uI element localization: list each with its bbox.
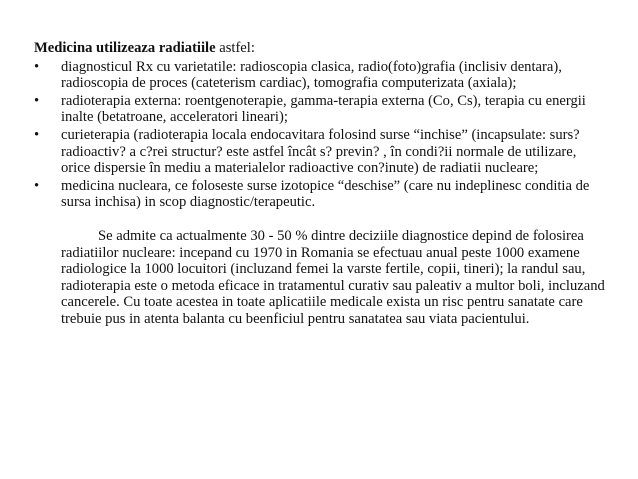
body-paragraph: Se admite ca actualmente 30 - 50 % dintre deciziile diagnostice depind de folosirea radiatiilor nucleare: incepand cu 1970 in Romania se efectuau anual peste 1000 examene radiologice la 1000 locuitori (incluzand femei la varste fertile, copii, tineri); la randul sau, radioterapia este o metoda eficace in tratamentul curativ sau paleativ a multor boli, incluzand cancerele. Cu toate acestea in toate aplicatiile medicale exista un risc pentru sanatate care trebuie pus in atenta balanta cu beenficiul pentru sanatatea sau viata pacientului. — [61, 227, 605, 327]
list-item — [34, 127, 608, 177]
bullet-list — [34, 59, 608, 211]
bullet-icon: • — [34, 58, 40, 75]
list-item-text: curieterapia (radioterapia locala endocavitara folosind surse “inchise” (incapsulate: surs? radioactiv? a c?rei structur? este astfel încât s? previn? , în condi?ii normale de utilizare, orice dispersie în mediu a materialelor radioactive con?inute) de radiatii nucleare; — [61, 126, 580, 177]
slide-content — [34, 40, 608, 328]
intro-line — [34, 40, 608, 57]
list-item — [34, 178, 608, 211]
bullet-icon: • — [34, 177, 40, 194]
intro-rest-text: astfel: — [215, 40, 255, 56]
list-item — [34, 93, 608, 126]
list-item-text: radioterapia externa: roentgenoterapie, gamma-terapia externa (Co, Cs), terapia cu energii inalte (betatroane, acceleratori lineari); — [61, 92, 586, 126]
intro-bold-text: Medicina utilizeaza radiatiile — [34, 40, 216, 56]
list-item-text: diagnosticul Rx cu varietatile: radioscopia clasica, radio(foto)grafia (inclisiv dentara), radioscopia de proces (cateterism cardiac), tomografia computerizata (axiala); — [61, 58, 562, 92]
list-item — [34, 59, 608, 92]
bullet-icon: • — [34, 126, 40, 143]
list-item-text: medicina nucleara, ce foloseste surse izotopice “deschise” (care nu indeplinesc conditia de sursa inchisa) in scop diagnostic/terapeutic. — [61, 177, 590, 211]
bullet-icon: • — [34, 92, 40, 109]
